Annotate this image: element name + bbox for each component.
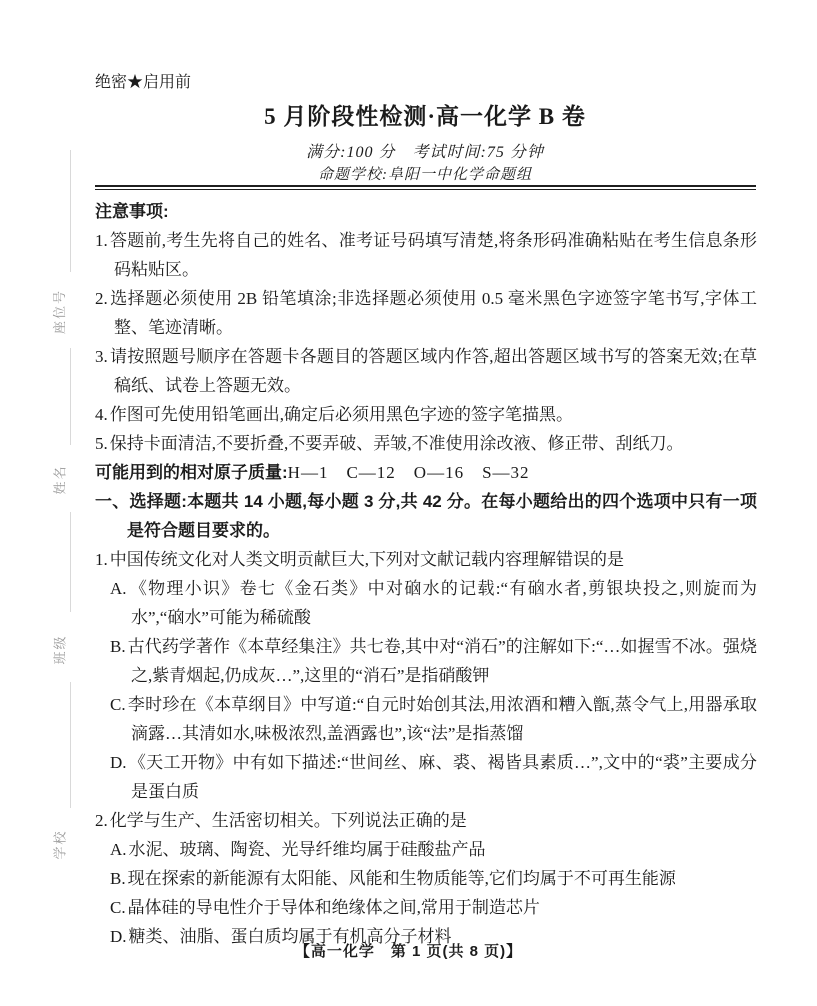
seal-line-segment bbox=[70, 512, 71, 612]
question-2-options bbox=[110, 835, 757, 951]
option-text: 《物理小识》卷七《金石类》中对硇水的记载:“有硇水者,剪银块投之,则旋而为水”,“硇水”可能为稀硫酸 bbox=[128, 579, 757, 627]
notice-item-text: 答题前,考生先将自己的姓名、准考证号码填写清楚,将条形码准确粘贴在考生信息条形码粘贴区。 bbox=[109, 231, 757, 279]
question-1-options bbox=[110, 574, 757, 806]
question-1-stem bbox=[95, 545, 757, 574]
question-2-option-a bbox=[110, 835, 757, 864]
seal-line-segment bbox=[70, 150, 71, 272]
header-double-rule bbox=[95, 185, 756, 190]
notice-item-number: 2. bbox=[95, 289, 108, 308]
option-label: C. bbox=[110, 695, 126, 714]
option-text: 水泥、玻璃、陶瓷、光导纤维均属于硅酸盐产品 bbox=[128, 840, 486, 859]
proposing-school-line: 命题学校:阜阳一中化学命题组 bbox=[318, 167, 532, 183]
option-text: 《天工开物》中有如下描述:“世间丝、麻、裘、褐皆具素质…”,文中的“裘”主要成分是蛋白质 bbox=[128, 753, 757, 801]
notice-item-1 bbox=[95, 226, 757, 284]
margin-label-school: 学校 bbox=[52, 829, 68, 860]
question-2-stem bbox=[95, 806, 757, 835]
notice-item-number: 3. bbox=[95, 347, 108, 366]
option-text: 糖类、油脂、蛋白质均属于有机高分子材料 bbox=[128, 927, 452, 946]
question-text: 化学与生产、生活密切相关。下列说法正确的是 bbox=[109, 811, 467, 830]
notice-item-text: 请按照题号顺序在答题卡各题目的答题区域内作答,超出答题区域书写的答案无效;在草稿纸、试卷上答题无效。 bbox=[109, 347, 757, 395]
option-text: 李时珍在《本草纲目》中写道:“自元时始创其法,用浓酒和糟入甑,蒸令气上,用器承取滴露…其清如水,味极浓烈,盖酒露也”,该“法”是指蒸馏 bbox=[127, 695, 757, 743]
margin-label-seat-number: 座位号 bbox=[52, 288, 68, 335]
seal-line-segment bbox=[70, 348, 71, 445]
question-2-option-c bbox=[110, 893, 757, 922]
margin-label-class: 班级 bbox=[52, 634, 68, 665]
notice-item-number: 4. bbox=[95, 405, 108, 424]
option-label: B. bbox=[110, 869, 126, 888]
security-classification: 绝密★启用前 bbox=[95, 74, 192, 91]
option-label: C. bbox=[110, 898, 126, 917]
seal-line-segment bbox=[70, 682, 71, 808]
option-text: 古代药学著作《本草经集注》共七卷,其中对“消石”的注解如下:“…如握雪不冰。强烧之,紫青烟起,仍成灰…”,这里的“消石”是指硝酸钾 bbox=[127, 637, 757, 685]
question-number: 2. bbox=[95, 811, 108, 830]
question-number: 1. bbox=[95, 550, 108, 569]
question-1-option-a bbox=[110, 574, 757, 632]
paper-body bbox=[95, 197, 757, 951]
notice-item-4 bbox=[95, 400, 757, 429]
notice-item-3 bbox=[95, 342, 757, 400]
notice-item-number: 1. bbox=[95, 231, 108, 250]
section-1-heading: 一、选择题:本题共 14 小题,每小题 3 分,共 42 分。在每小题给出的四个选项中只有一项是符合题目要求的。 bbox=[95, 492, 757, 540]
notice-item-text: 选择题必须使用 2B 铅笔填涂;非选择题必须使用 0.5 毫米黑色字迹签字笔书写,字体工整、笔迹清晰。 bbox=[109, 289, 757, 337]
option-label: A. bbox=[110, 840, 127, 859]
notice-heading: 注意事项: bbox=[95, 202, 169, 221]
notice-item-2 bbox=[95, 284, 757, 342]
question-1-option-d bbox=[110, 748, 757, 806]
option-text: 现在探索的新能源有太阳能、风能和生物质能等,它们均属于不可再生能源 bbox=[127, 869, 676, 888]
option-label: A. bbox=[110, 579, 127, 598]
question-text: 中国传统文化对人类文明贡献巨大,下列对文献记载内容理解错误的是 bbox=[109, 550, 624, 569]
paper-title: 5 月阶段性检测·高一化学 B 卷 bbox=[264, 104, 586, 129]
option-label: D. bbox=[110, 753, 127, 772]
margin-label-name: 姓名 bbox=[52, 464, 68, 495]
option-text: 晶体硅的导电性介于导体和绝缘体之间,常用于制造芯片 bbox=[127, 898, 540, 917]
option-label: D. bbox=[110, 927, 127, 946]
question-2-option-b bbox=[110, 864, 757, 893]
relative-atomic-mass-label: 可能用到的相对原子质量: bbox=[95, 463, 288, 482]
option-label: B. bbox=[110, 637, 126, 656]
question-1-option-c bbox=[110, 690, 757, 748]
notice-item-5 bbox=[95, 429, 757, 458]
relative-atomic-mass-line bbox=[95, 458, 757, 487]
notice-item-number: 5. bbox=[95, 434, 108, 453]
page-footer: 【高一化学 第 1 页(共 8 页)】 bbox=[294, 943, 523, 960]
relative-atomic-mass-values: H—1 C—12 O—16 S—32 bbox=[287, 463, 530, 482]
notice-item-text: 作图可先使用铅笔画出,确定后必须用黑色字迹的签字笔描黑。 bbox=[109, 405, 573, 424]
score-and-time-line: 满分:100 分 考试时间:75 分钟 bbox=[306, 144, 544, 161]
question-1-option-b bbox=[110, 632, 757, 690]
notice-item-text: 保持卡面清洁,不要折叠,不要弄破、弄皱,不准使用涂改液、修正带、刮纸刀。 bbox=[109, 434, 684, 453]
